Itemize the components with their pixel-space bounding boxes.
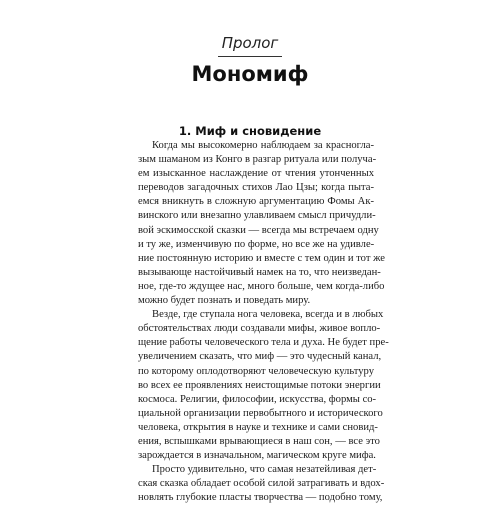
chapter-title: Мономиф bbox=[191, 62, 309, 86]
paragraph-1-line: ем изысканное наслаждение от чтения утонченных bbox=[138, 168, 374, 180]
paragraph-2-line: ения, вспышками врывающиеся в наш сон, — все это bbox=[138, 435, 380, 447]
paragraph-3-line: Просто удивительно, что самая незатейливая дет- bbox=[152, 464, 377, 476]
paragraph-2-line: обстоятельствах люди создавали мифы, живое вопло- bbox=[138, 323, 381, 335]
paragraph-1-line: можно будет познать и поведать миру. bbox=[138, 295, 311, 307]
paragraph-2-line: человека, открытия в науке и технике и сами сновид- bbox=[138, 421, 378, 433]
paragraph-1-line: ное, где-то ждущее нас, много больше, чем когда-либо bbox=[138, 280, 385, 292]
paragraph-3-line: новлять глубокие пласты творчества — подобно тому, bbox=[138, 492, 383, 504]
paragraph-1-line: Когда мы высокомерно наблюдаем за красногла- bbox=[152, 140, 374, 151]
section-title: 1. Миф и сновидение bbox=[178, 124, 322, 138]
paragraph-2-line: щение работы человеческого тела и духа. Не будет пре- bbox=[138, 337, 389, 349]
paragraph-3-line: ская сказка обладает особой силой затрагивать и вдох- bbox=[138, 478, 385, 490]
paragraph-1-line: вой эскимосской сказки — всегда мы встречаем одну bbox=[138, 224, 379, 236]
paragraph-2-line: Везде, где ступала нога человека, всегда и в любых bbox=[152, 309, 384, 321]
paragraph-1-line: зым шаманом из Конго в разгар ритуала или получа- bbox=[138, 154, 377, 166]
chapter-label-underline bbox=[218, 56, 282, 57]
paragraph-1-line: и ту же, изменчивую по форме, но все же на удивле- bbox=[138, 238, 375, 250]
paragraph-2-line: во всех ее проявлениях неистощимые потоки энергии bbox=[138, 379, 381, 391]
body-text bbox=[138, 139, 389, 505]
paragraph-1-line: переводов загадочных стихов Лао Цзы; когда пыта- bbox=[138, 182, 374, 194]
chapter-label: Пролог bbox=[221, 34, 279, 52]
paragraph-1-line: емся вникнуть в сложную аргументацию Фомы Ак- bbox=[138, 196, 374, 208]
paragraph-1-line: винского или внезапно улавливаем смысл причудли- bbox=[138, 210, 376, 222]
paragraph-2-line: зарождается в изначальном, магическом круге мифа. bbox=[138, 450, 376, 462]
paragraph-1-line: вызывающе настойчивый намек на то, что неизведан- bbox=[138, 266, 381, 278]
paragraph-1-line: ние постоянную историю и вместе с тем один и тот же bbox=[138, 252, 385, 264]
paragraph-2-line: циальной организации первобытного и исторического bbox=[138, 407, 383, 419]
paragraph-2-line: увеличением сказать, что миф — это чудесный канал, bbox=[138, 351, 382, 363]
paragraph-2-line: космоса. Религии, философии, искусства, формы со- bbox=[138, 393, 377, 405]
paragraph-2-line: по которому оплодотворяют человеческую культуру bbox=[138, 365, 374, 377]
